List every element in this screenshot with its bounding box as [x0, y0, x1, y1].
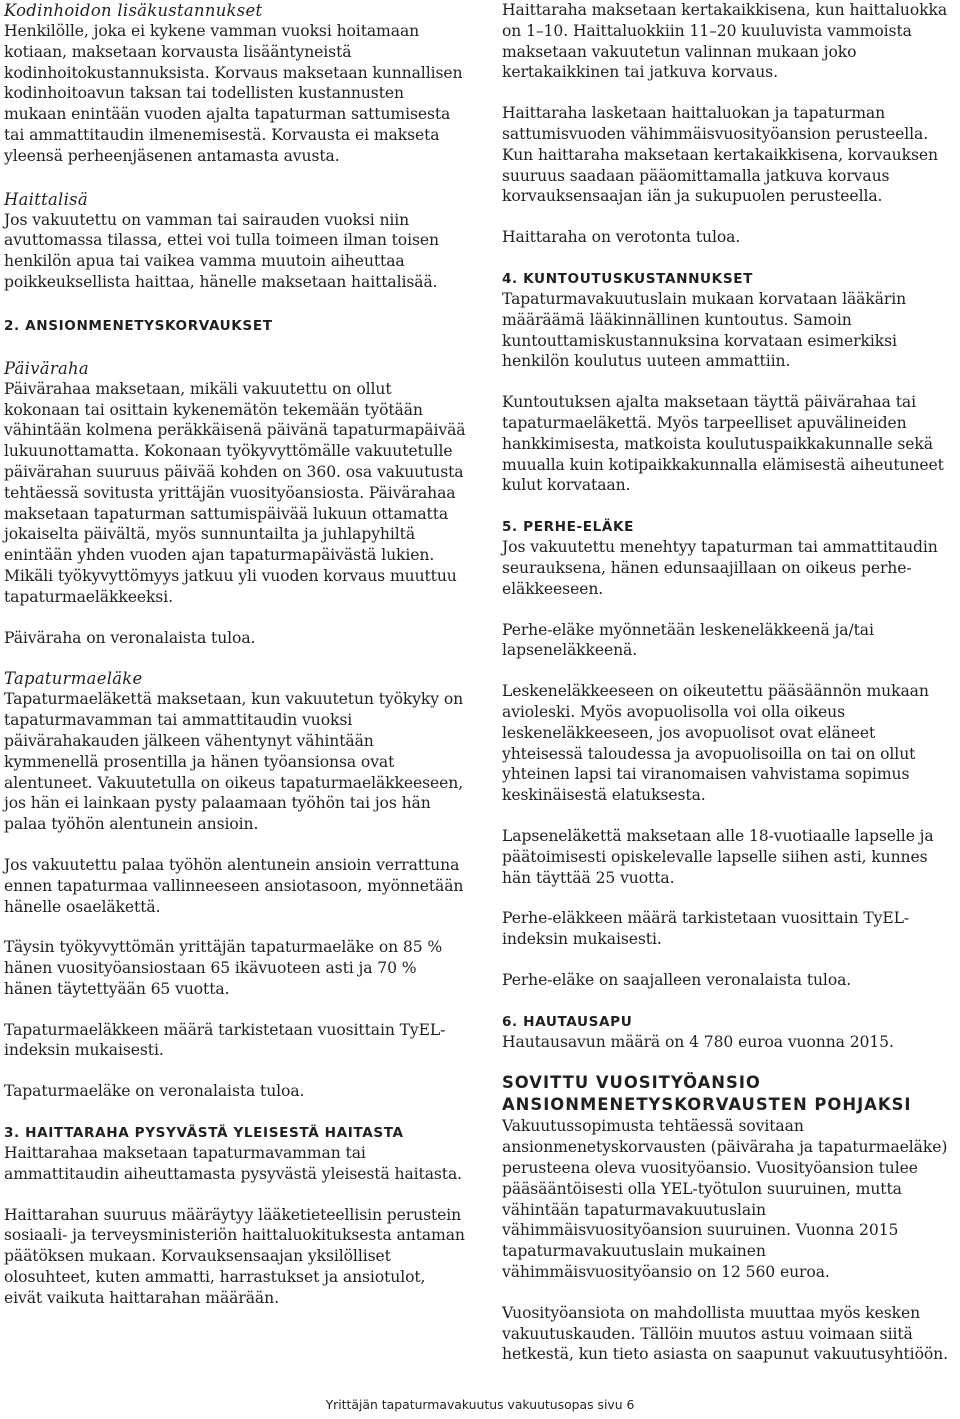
kodinhoito-paragraph: Henkilölle, joka ei kykene vamman vuoksi hoitamaan kotiaan, maksetaan korvausta lisääntyneistä kodinhoitokustannuksista. Korvaus maksetaan kunnallisen kodinhoitoavun taksan tai todellisten kustannusten mukaan enintään vuoden ajalta tapaturman sattumisesta tai ammattitaudin ilmenemisestä. Korvausta ei makseta yleensä perheenjäsenen antamasta avusta. [4, 22, 463, 165]
section-6-heading: 6. HAUTAUSAPU [502, 1013, 633, 1030]
section-3-heading: 3. HAITTARAHA PYSYVÄSTÄ YLEISESTÄ HAITASTA [4, 1125, 404, 1142]
tapaturmaelake-subheading: Tapaturmaeläke [4, 669, 143, 689]
section-5-paragraph-2: Perhe-eläke myönnetään leskeneläkkeenä ja/tai lapseneläkkeenä. [502, 620, 874, 660]
haittaraha-paragraph-2: Haittaraha lasketaan haittaluokan ja tapaturman sattumisvuoden vähimmäisvuosityöansion perusteella. Kun haittaraha maksetaan kertakaikkisena, korvauksen suuruus saadaan pääomittamalla jatkuva korvaus korvauksensaajan iän ja sukupuolen perusteella. [502, 104, 938, 206]
tapaturmaelake-paragraph-3: Täysin työkyvyttömän yrittäjän tapaturmaeläke on 85 % hänen vuosityöansiostaan 65 ikävuoteen asti ja 70 % hänen täytettyään 65 vuotta. [4, 938, 443, 998]
section-5-heading: 5. PERHE-ELÄKE [502, 519, 635, 536]
sovittu-vuosityoansio-heading: SOVITTU VUOSITYÖANSIO ANSIONMENETYSKORVAUSTEN POHJAKSI [502, 1073, 912, 1115]
section-3-paragraph-2: Haittarahan suuruus määräytyy lääketieteellisin perustein sosiaali- ja terveysministeriön haittaluokituksesta antaman päätöksen mukaan. Korvauksensaajan yksilölliset olosuhteet, kuten ammatti, harrastukset ja ansiotulot, eivät vaikuta haittarahan määrään. [4, 1205, 465, 1307]
paivaraha-subheading: Päiväraha [4, 358, 89, 378]
section-4-paragraph-2: Kuntoutuksen ajalta maksetaan täyttä päivärahaa tai tapaturmaeläkettä. Myös tarpeelliset apuvälineiden hankkimisesta, matkoista koulutuspaikkakunnalle sekä muualla kuin kotipaikkakunnalla elämisestä aiheutuneet kulut korvataan. [502, 393, 944, 495]
haittalisa-paragraph: Jos vakuutettu on vamman tai sairauden vuoksi niin avuttomassa tilassa, ettei voi tulla toimeen ilman toisen henkilön apua tai vaikea vamma muutoin aiheuttaa poikkeuksellista haittaa, hänelle maksetaan haittalisää. [4, 210, 439, 291]
section-5-paragraph-5: Perhe-eläkkeen määrä tarkistetaan vuosittain TyEL-indeksin mukaisesti. [502, 909, 910, 949]
section-4-heading: 4. KUNTOUTUSKUSTANNUKSET [502, 270, 753, 287]
paivaraha-tax-paragraph: Päiväraha on veronalaista tuloa. [4, 628, 256, 647]
haittaraha-tax-paragraph: Haittaraha on verotonta tuloa. [502, 228, 741, 247]
section-5-paragraph-4: Lapseneläkettä maksetaan alle 18-vuotiaalle lapselle ja päätoimisesti opiskelevalle lapselle siihen asti, kunnes hän täyttää 25 vuotta. [502, 826, 934, 887]
section-5-tax-paragraph: Perhe-eläke on saajalleen veronalaista tuloa. [502, 970, 852, 989]
tapaturmaelake-paragraph-1: Tapaturmaeläkettä maksetaan, kun vakuutetun työkyky on tapaturmavamman tai ammattitaudin vuoksi päivärahakauden jälkeen vähentynyt vähintään kymmenellä prosentilla ja hänen työansionsa ovat alentuneet. Vakuutetulla on oikeus tapaturmaeläkkeeseen, jos hän ei lainkaan pysty palaamaan työhön tai jos hän palaa työhön alentunein ansioin. [4, 690, 464, 834]
haittalisa-subheading: Haittalisä [4, 189, 88, 209]
tapaturmaelake-paragraph-2: Jos vakuutettu palaa työhön alentunein ansioin verrattuna ennen tapaturmaa vallinneeseen ansiotasoon, myönnetään hänelle osaeläkettä. [4, 855, 464, 916]
haittaraha-paragraph-1: Haittaraha maksetaan kertakaikkisena, kun haittaluokka on 1–10. Haittaluokkiin 11–20 kuuluvista vammoista maksetaan vakuutetun valinnan mukaan joko kertakaikkinen tai jatkuva korvaus. [502, 1, 948, 82]
section-2-heading: 2. ANSIONMENETYSKORVAUKSET [4, 317, 273, 334]
tapaturmaelake-paragraph-4: Tapaturmaeläkkeen määrä tarkistetaan vuosittain TyEL-indeksin mukaisesti. [4, 1020, 446, 1060]
section-5-paragraph-3: Leskeneläkkeeseen on oikeutettu pääsäännön mukaan avioleski. Myös avopuolisolla voi olla oikeus leskeneläkkeeseen, jos avopuolisot ovat eläneet yhteisessä taloudessa ja avopuolisoilla on tai on ollut yhteinen lapsi tai viranomaisen vahvistama sopimus keskinäisestä elatuksesta. [502, 682, 929, 805]
sovittu-paragraph-1: Vakuutussopimusta tehtäessä sovitaan ansionmenetyskorvausten (päiväraha ja tapaturmaeläke) perusteena oleva vuosityöansio. Vuosityöansion tulee pääsääntöisesti olla YEL-työtulon suuruinen, mutta vähintään tapaturmavakuutuslain vähimmäisvuosityöansion suuruinen. Vuonna 2015 tapaturmavakuutuslain mukainen vähimmäisvuosityöansio on 12 560 euroa. [502, 1117, 948, 1282]
right-column [502, 0, 954, 1365]
left-column [4, 0, 466, 1309]
sovittu-paragraph-2: Vuosityöansiota on mahdollista muuttaa myös kesken vakuutuskauden. Tällöin muutos astuu voimaan siitä hetkestä, kun tieto asiasta on saapunut vakuutusyhtiöön. [502, 1303, 948, 1364]
kodinhoito-subheading: Kodinhoidon lisäkustannukset [4, 1, 263, 20]
page-footer: Yrittäjän tapaturmavakuutus vakuutusopas sivu 6 [325, 1397, 635, 1412]
tapaturmaelake-tax-paragraph: Tapaturmaeläke on veronalaista tuloa. [4, 1082, 305, 1101]
section-6-paragraph: Hautausavun määrä on 4 780 euroa vuonna 2015. [502, 1032, 894, 1051]
section-4-paragraph-1: Tapaturmavakuutuslain mukaan korvataan lääkärin määräämä lääkinnällinen kuntoutus. Samoin kuntouttamiskustannuksina korvataan esimerkiksi henkilön koulutus uuteen ammattiin. [502, 289, 907, 371]
section-3-paragraph-1: Haittarahaa maksetaan tapaturmavamman tai ammattitaudin aiheuttamasta pysyvästä yleisestä haitasta. [4, 1144, 463, 1183]
paivaraha-paragraph: Päivärahaa maksetaan, mikäli vakuutettu on ollut kokonaan tai osittain kykenemätön tekemään työtään vähintään kolmena peräkkäisenä päivänä tapaturmapäivää lukuunottamatta. Kokonaan työkyvyttömälle vakuutetulle päivärahan suuruus päivää kohden on 360. osa vakuutusta tehtäessä sovitusta yrittäjän vuosityöansiosta. Päivärahaa maksetaan tapaturman sattumispäivää lukuun ottamatta jokaiselta päivältä, myös sunnuntailta ja juhlapyhiltä enintään yhden vuoden ajan tapaturmapäivästä lukien. Mikäli työkyvyttömyys jatkuu yli vuoden korvaus muuttuu tapaturmaeläkkeeksi. [4, 379, 466, 606]
section-5-paragraph-1: Jos vakuutettu menehtyy tapaturman tai ammattitaudin seurauksena, hänen edunsaajillaan on oikeus perhe-eläkkeeseen. [502, 538, 938, 598]
